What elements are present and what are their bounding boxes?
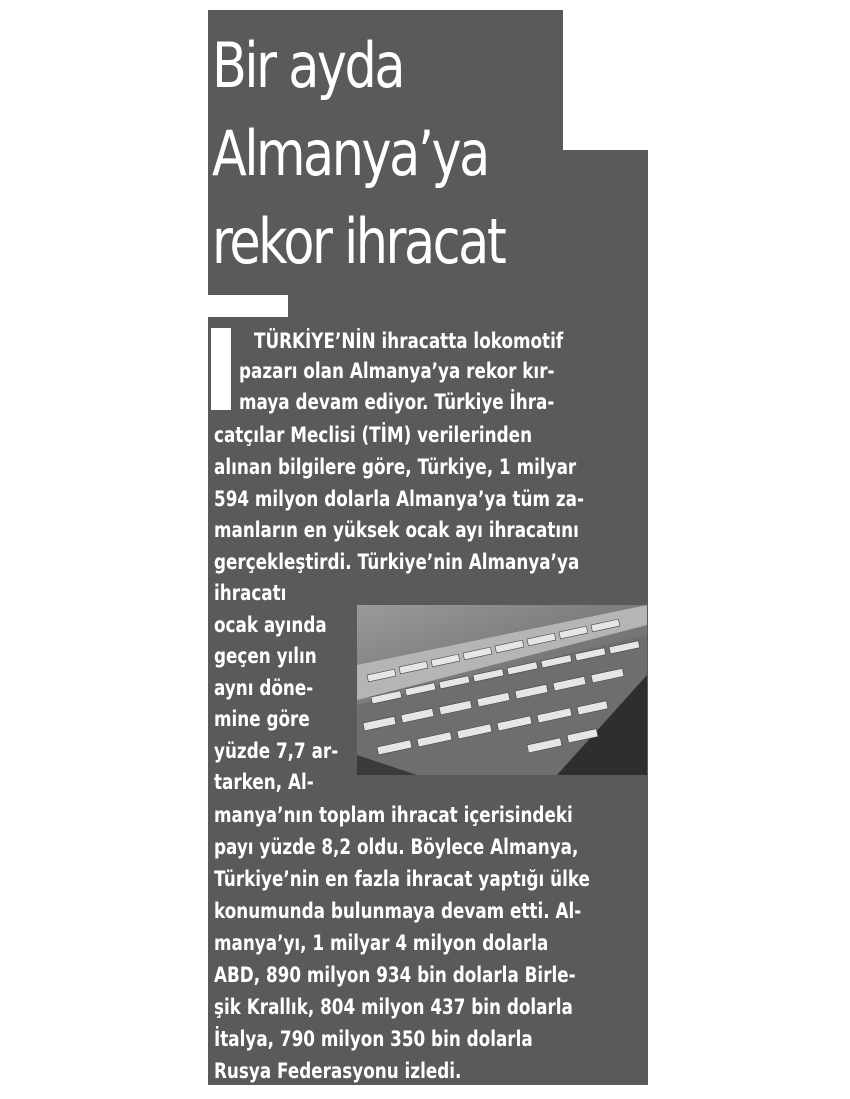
body-line: pazarı olan Almanya’ya rekor kır-	[239, 359, 555, 383]
body-line: manya’nın toplam ihracat içerisindeki	[214, 803, 573, 827]
headline-line-1: Bir ayda	[212, 29, 404, 102]
headline-line-3: rekor ihracat	[212, 205, 505, 278]
body-line: yüzde 7,7 ar-	[214, 739, 339, 763]
body-line: mine göre	[214, 707, 310, 731]
body-line: tarken, Al-	[214, 770, 314, 794]
body-line: Rusya Federasyonu izledi.	[214, 1059, 462, 1083]
body-line: şik Krallık, 804 milyon 437 bin dolarla	[214, 995, 573, 1019]
drop-cap-bar	[211, 328, 231, 410]
headline-line-2: Almanya’ya	[212, 117, 488, 190]
body-line: payı yüzde 8,2 oldu. Böylece Almanya,	[214, 835, 579, 859]
background-notch	[208, 295, 288, 317]
body-line: ihracatı	[214, 581, 287, 605]
body-line: gerçekleştirdi. Türkiye’nin Almanya’ya	[214, 550, 580, 574]
body-line: aynı döne-	[214, 676, 314, 700]
body-line: TÜRKİYE’NİN ihracatta lokomotif	[254, 329, 564, 353]
article-photo	[357, 605, 647, 775]
body-line: manya’yı, 1 milyar 4 milyon dolarla	[214, 931, 549, 955]
body-line: catçılar Meclisi (TİM) verilerinden	[214, 423, 533, 447]
body-line: 594 milyon dolarla Almanya’ya tüm za-	[214, 487, 584, 511]
body-line: alınan bilgilere göre, Türkiye, 1 milyar	[214, 455, 577, 479]
trucks-parking-lot-image	[357, 605, 647, 775]
body-line: geçen yılın	[214, 644, 317, 668]
body-line: manların en yüksek ocak ayı ihracatını	[214, 518, 579, 542]
body-line: İtalya, 790 milyon 350 bin dolarla	[214, 1027, 533, 1051]
body-line: ABD, 890 milyon 934 bin dolarla Birle-	[214, 963, 576, 987]
body-line: ocak ayında	[214, 613, 327, 637]
body-line: Türkiye’nin en fazla ihracat yaptığı ülke	[214, 867, 590, 891]
headline	[212, 22, 556, 286]
body-line: maya devam ediyor. Türkiye İhra-	[239, 390, 555, 414]
body-line: konumunda bulunmaya devam etti. Al-	[214, 899, 582, 923]
